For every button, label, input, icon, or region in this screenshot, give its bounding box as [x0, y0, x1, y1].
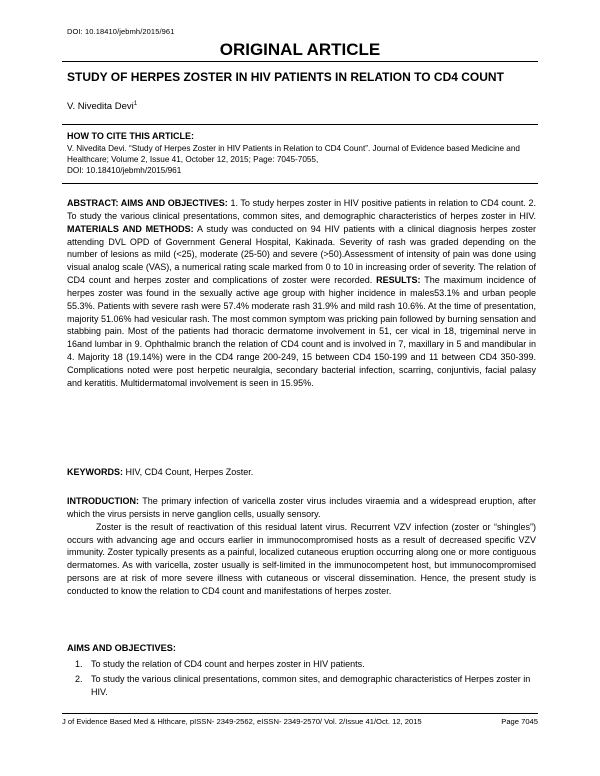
citation-box — [67, 131, 537, 176]
header-doi: DOI: 10.18410/jebmh/2015/961 — [67, 27, 175, 36]
article-type-heading: ORIGINAL ARTICLE — [219, 40, 381, 59]
aims-heading: AIMS AND OBJECTIVES: — [67, 643, 176, 653]
abstract-results-text: The maximum incidence of herpes zoster was found in the sexually active age group with higher incidence in males53.1% and urban people 55.3%. Patients with severe rash were 57.4% moderate rash 31.9% and mild rash 10.6%. At the time of presentation, majority 51.06% had vesicular rash. The most common symptom was pricking pain followed by burning sensation and stabbing pain. Most of the patients had thoracic dermatome involvement in 51, cer vical in 18, trigeminal nerve in 16and lumbar in 9. Ophthalmic branch the relation of CD4 count and is involved in 7, maxillary in 5 and mandibular in 4. Majority 18 (19.14%) were in the CD4 range 200-249, 15 between CD4 150-199 and 11 between CD4 350-399. Complications noted were post herpetic neuralgia, secondary bacterial infection, scarring, conjuntivis, facial palasy and keratitis. Multidermatomal involvement is seen in 15.95%. — [67, 275, 536, 388]
aims-list — [67, 658, 536, 701]
introduction-section — [67, 495, 536, 598]
introduction-paragraph-2: Zoster is the result of reactivation of this residual latent virus. Recurrent VZV infection (zoster or “shingles”) occurs with advancing age and occurs earlier in immunocompromised hosts as a result of decreased specific VZV immunity. Zoster typically presents as a painful, localized cutaneous eruption occurring along one or more contiguous dermatomes. As with varicella, zoster usually is self-limited in the immunocompetent host, but immunocompromised persons are at risk of more severe illness with cutaneous or visceral dissemination. Hence, the present study is conducted to know the relation to CD4 count and manifestations of herpes zoster. — [67, 521, 536, 596]
aims-list-item — [67, 658, 536, 671]
author-affiliation-mark: 1 — [133, 101, 138, 107]
introduction-para1-text: The primary infection of varicella zoster virus includes viraemia and a widespread eruption, after which the virus persists in nerve ganglion cells, usually sensory. — [67, 496, 536, 519]
abstract-results-label: RESULTS: — [376, 275, 421, 286]
abstract-methods-text: A study was conducted on 94 HIV patients with a clinical diagnosis herpes zoster attending DVL OPD of Government General Hospital, Kakinada. Severity of rash was graded depending on the number of lesions as mild (<25), moderate (25-50) and severe (>50).Assessment of intensity of pain was done using visual analog scale (VAS), a numerical rating scale marked from 0 to 10 in increasing order of severity. The relation of CD4 count and herpes zoster and complications of zoster were recorded. — [67, 223, 536, 286]
keywords-text: HIV, CD4 Count, Herpes Zoster. — [123, 467, 254, 477]
footer-journal-info: J of Evidence Based Med & Hlthcare, pISSN- 2349-2562, eISSN- 2349-2570/ Vol. 2/Issue 41/Oct. 12, 2015 — [62, 717, 422, 726]
footer-page-number: Page 7045 — [501, 717, 538, 726]
citation-bottom-rule — [62, 183, 538, 184]
keywords-line — [67, 466, 536, 479]
abstract-methods-label: MATERIALS AND METHODS: — [67, 223, 194, 234]
article-title: STUDY OF HERPES ZOSTER IN HIV PATIENTS IN RELATION TO CD4 COUNT — [67, 70, 504, 84]
aims-item-number: 1. — [75, 659, 83, 669]
citation-top-rule — [62, 124, 538, 125]
aims-list-item — [67, 673, 536, 699]
abstract-paragraph — [67, 197, 536, 390]
aims-item-text: To study the various clinical presentations, common sites, and demographic characteristics of Herpes zoster in HIV. — [91, 673, 531, 697]
citation-heading: HOW TO CITE THIS ARTICLE: — [67, 131, 194, 141]
author-name: V. Nivedita Devi — [67, 101, 134, 113]
abstract-aims-label: ABSTRACT: AIMS AND OBJECTIVES: — [67, 198, 228, 208]
keywords-label: KEYWORDS: — [67, 467, 123, 477]
citation-text: V. Nivedita Devi. “Study of Herpes Zoster in HIV Patients in Relation to CD4 Count”. Journal of Evidence based Medicine and Healthcare; Volume 2, Issue 41, October 12, 2015; Page: 7045-7055, — [67, 144, 520, 164]
abstract-aims-text: 1. To study herpes zoster in HIV positive patients in relation to CD4 count. 2. To study the various clinical presentations, common sites, and demographic characteristics of herpes zoster in HIV. — [67, 198, 537, 221]
header-rule — [62, 61, 538, 62]
introduction-paragraph-1 — [67, 495, 536, 521]
introduction-label: INTRODUCTION: — [67, 496, 139, 506]
page-footer — [62, 717, 538, 726]
aims-item-number: 2. — [75, 673, 83, 684]
aims-item-text: To study the relation of CD4 count and herpes zoster in HIV patients. — [91, 659, 365, 669]
citation-doi: DOI: 10.18410/jebmh/2015/961 — [67, 166, 182, 175]
author-line — [67, 101, 137, 112]
footer-rule — [62, 713, 538, 714]
